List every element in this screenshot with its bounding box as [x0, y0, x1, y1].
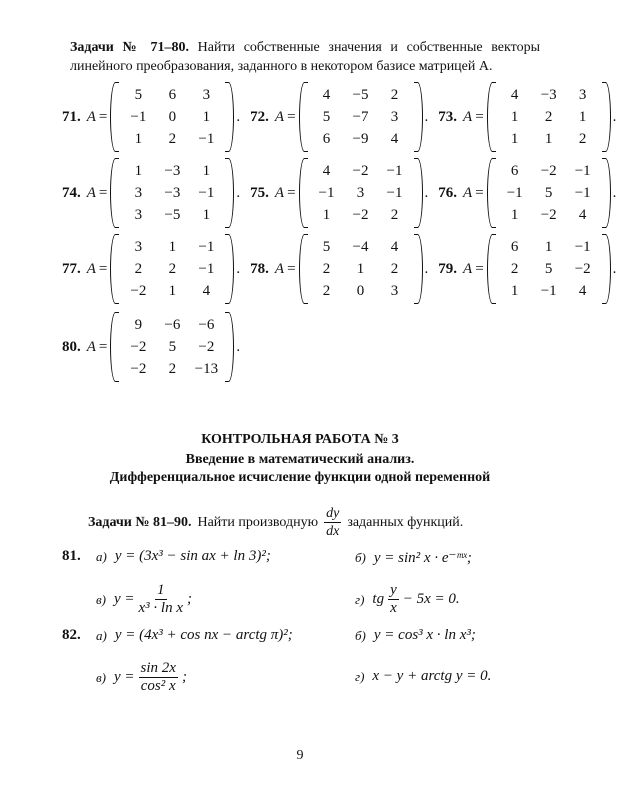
label-v: в) [96, 669, 106, 685]
matrix-cell: −1 [318, 185, 335, 201]
matrix-cell: 6 [510, 239, 519, 255]
label-b: б) [355, 549, 366, 565]
matrix-symbol: A [463, 260, 473, 277]
equals-sign: = [287, 260, 296, 277]
matrix-problem [438, 158, 616, 228]
expr-82v [114, 660, 187, 695]
matrix-cell: 5 [322, 239, 331, 255]
right-paren [602, 234, 611, 304]
left-paren [299, 158, 308, 228]
intro-heading: Задачи № 71–80. [70, 40, 189, 55]
matrix-symbol: A [463, 108, 473, 125]
problem-number: 74. [62, 184, 81, 201]
matrix-cell: 3 [356, 185, 365, 201]
label-v: в) [96, 591, 106, 607]
punctuation: . [236, 108, 241, 125]
section-subtitle-1: Введение в математический анализ. [185, 452, 415, 467]
matrix-cell: 2 [510, 261, 519, 277]
matrix-cell: −7 [352, 109, 369, 125]
expr-82g: x − y + arctg y = 0. [372, 668, 492, 684]
matrix-cell: −9 [352, 131, 369, 147]
matrix-cell: −1 [198, 185, 215, 201]
matrix-cell: 1 [202, 109, 211, 125]
label-b: б) [355, 627, 366, 643]
expr-82v-prefix: y = [113, 669, 135, 685]
matrix-row-2 [62, 158, 626, 228]
matrix-cell: −3 [164, 185, 181, 201]
matrix-problem [62, 82, 240, 152]
right-paren [414, 82, 423, 152]
matrix-cell: 4 [390, 239, 399, 255]
matrix-cell: 2 [544, 109, 553, 125]
expr-82v-num: sin 2x [140, 660, 176, 676]
problem-82-b [355, 627, 476, 644]
matrix-symbol: A [86, 184, 96, 201]
matrix-cell: −1 [574, 239, 591, 255]
task-81-90-heading [88, 505, 463, 540]
punctuation: . [236, 184, 241, 201]
right-paren [414, 234, 423, 304]
matrix-cell: 2 [322, 261, 331, 277]
matrix-cell: −1 [198, 261, 215, 277]
right-paren [225, 158, 234, 228]
matrix-cell: 2 [390, 261, 399, 277]
section-subtitle-2: Дифференциальное исчисление функции одной переменной [109, 470, 491, 485]
matrix-cell: −2 [130, 283, 147, 299]
matrix-cell: 4 [322, 87, 331, 103]
punctuation: . [424, 108, 429, 125]
matrix [110, 234, 234, 304]
matrix-cell: 1 [510, 207, 519, 223]
section-title: КОНТРОЛЬНАЯ РАБОТА № 3 [201, 432, 399, 447]
matrix-cell: −1 [540, 283, 557, 299]
equals-sign: = [287, 184, 296, 201]
expr-82b: y = cos³ x · ln x³; [373, 627, 476, 643]
matrix-cell: −1 [574, 163, 591, 179]
problem-81-v [96, 582, 192, 617]
label-a: а) [96, 627, 107, 643]
matrix-problem [250, 234, 428, 304]
matrix-cell: 2 [390, 87, 399, 103]
matrix-cell: 1 [134, 131, 143, 147]
expr-81g-prefix: tg [372, 591, 385, 607]
matrix-cell: 6 [322, 131, 331, 147]
matrix [487, 234, 611, 304]
matrix-cell: 5 [544, 261, 553, 277]
problem-82-a [96, 627, 293, 644]
matrix-grid [119, 234, 225, 304]
equals-sign: = [287, 108, 296, 125]
matrix-problem [62, 158, 240, 228]
expr-81v [114, 582, 192, 617]
right-paren [225, 82, 234, 152]
matrix-cell: 2 [168, 131, 177, 147]
matrix-grid [119, 312, 225, 382]
matrix-cell: −5 [164, 207, 181, 223]
left-paren [487, 234, 496, 304]
task2-text-before: Найти производную [197, 514, 319, 530]
matrix-cell: 1 [510, 109, 519, 125]
matrix-problem [438, 234, 616, 304]
matrix-cell: −13 [194, 361, 219, 377]
matrix [299, 82, 423, 152]
matrix-grid [496, 82, 602, 152]
problem-number: 79. [438, 260, 458, 277]
matrix-cell: −6 [198, 317, 215, 333]
page-number: 9 [296, 748, 304, 763]
matrix-cell: −1 [386, 185, 403, 201]
problem-number: 77. [62, 260, 81, 277]
expr-81g-den: x [390, 600, 397, 616]
left-paren [110, 158, 119, 228]
matrix-cell: 1 [544, 239, 553, 255]
equals-sign: = [98, 108, 108, 125]
matrix [299, 158, 423, 228]
matrix-cell: 4 [322, 163, 331, 179]
matrix-symbol: A [86, 260, 96, 277]
punctuation: . [612, 108, 617, 125]
matrix-symbol: A [86, 108, 96, 125]
matrix-grid [308, 234, 414, 304]
left-paren [299, 82, 308, 152]
matrix-cell: −2 [540, 207, 557, 223]
left-paren [487, 158, 496, 228]
matrix-cell: 4 [578, 207, 587, 223]
matrix-symbol: A [463, 184, 473, 201]
equals-sign: = [98, 184, 108, 201]
matrix-cell: −3 [540, 87, 557, 103]
left-paren [110, 82, 119, 152]
matrix [110, 158, 234, 228]
problem-number: 73. [438, 108, 458, 125]
punctuation: . [424, 260, 429, 277]
matrix-cell: −1 [198, 131, 215, 147]
matrix-cell: 5 [134, 87, 143, 103]
punctuation: . [424, 184, 429, 201]
intro-paragraph [70, 38, 540, 76]
matrix-cell: −6 [164, 317, 181, 333]
punctuation: . [612, 260, 617, 277]
problem-number: 75. [250, 184, 269, 201]
matrix-grid [119, 158, 225, 228]
expr-81v-num: 1 [157, 582, 165, 598]
matrix-cell: −2 [198, 339, 215, 355]
right-paren [414, 158, 423, 228]
problem-number: 80. [62, 338, 81, 355]
matrix-cell: 2 [390, 207, 399, 223]
right-paren [602, 158, 611, 228]
matrix-grid [496, 158, 602, 228]
matrix-cell: 1 [168, 239, 177, 255]
matrix-cell: 9 [134, 317, 143, 333]
matrix-cell: 1 [510, 131, 519, 147]
problem-81-number: 81. [62, 548, 81, 564]
matrix-grid [119, 82, 225, 152]
equals-sign: = [98, 260, 108, 277]
matrix-cell: 3 [134, 185, 143, 201]
dy-dx-fraction [324, 505, 341, 540]
matrix-grid [496, 234, 602, 304]
left-paren [487, 82, 496, 152]
expr-81b: y = sin² x · e⁻ᵐˣ; [373, 550, 472, 566]
problem-81-g [355, 582, 460, 617]
matrix-cell: 1 [168, 283, 177, 299]
task2-text-after: заданных функций. [347, 514, 464, 530]
matrix-cell: 2 [322, 283, 331, 299]
matrix-row-1 [62, 82, 626, 152]
matrix-cell: −1 [198, 239, 215, 255]
problem-82-number: 82. [62, 627, 81, 643]
expr-81a: y = (3x³ − sin ax + ln 3)²; [114, 548, 271, 564]
matrix [110, 82, 234, 152]
matrix-cell: 1 [202, 207, 211, 223]
frac-denominator: dx [326, 524, 340, 539]
problem-81-a [96, 548, 271, 565]
matrix-cell: 2 [168, 261, 177, 277]
equals-sign: = [475, 260, 484, 277]
right-paren [225, 312, 234, 382]
matrix-row-4 [62, 312, 250, 382]
matrix-problem [250, 158, 428, 228]
matrix-cell: 3 [202, 87, 211, 103]
problem-number: 76. [438, 184, 458, 201]
matrix-cell: −2 [352, 207, 369, 223]
problem-81-b [355, 548, 472, 567]
equals-sign: = [98, 338, 108, 355]
matrix-cell: 0 [356, 283, 365, 299]
matrix-problem [62, 312, 240, 382]
matrix-problem [250, 82, 428, 152]
punctuation: . [612, 184, 617, 201]
problem-number: 71. [62, 108, 81, 125]
expr-81g-suffix: − 5x = 0. [402, 591, 460, 607]
matrix-cell: 1 [356, 261, 365, 277]
matrix-symbol: A [274, 184, 285, 201]
equals-sign: = [475, 108, 484, 125]
problem-82-v [96, 660, 187, 695]
expr-81v-den: x³ · ln x [138, 600, 183, 616]
matrix-cell: −2 [130, 339, 147, 355]
matrix-cell: −5 [352, 87, 369, 103]
expr-81g-fraction [388, 582, 399, 617]
expr-81g-num: y [390, 582, 397, 598]
expr-82v-fraction [139, 660, 178, 695]
matrix-cell: 0 [168, 109, 177, 125]
problem-number: 78. [250, 260, 269, 277]
matrix-cell: 3 [578, 87, 587, 103]
matrix-cell: −1 [506, 185, 523, 201]
matrix-cell: −2 [130, 361, 147, 377]
left-paren [110, 234, 119, 304]
matrix-cell: 3 [134, 239, 143, 255]
matrix-cell: 1 [578, 109, 587, 125]
expr-81v-prefix: y = [113, 591, 135, 607]
matrix-cell: 6 [510, 163, 519, 179]
expr-82v-den: cos² x [140, 678, 176, 694]
punctuation: . [236, 338, 241, 355]
matrix [110, 312, 234, 382]
task2-heading: Задачи № 81–90. [88, 514, 192, 530]
matrix-cell: 4 [578, 283, 587, 299]
matrix-cell: −3 [164, 163, 181, 179]
matrix-grid [308, 158, 414, 228]
matrix-cell: 1 [202, 163, 211, 179]
matrix-symbol: A [86, 338, 96, 355]
matrix [487, 158, 611, 228]
matrix-cell: −1 [386, 163, 403, 179]
matrix-cell: 2 [578, 131, 587, 147]
matrix-symbol: A [274, 260, 285, 277]
matrix-cell: 4 [510, 87, 519, 103]
matrix-cell: −2 [540, 163, 557, 179]
right-paren [602, 82, 611, 152]
matrix-problem [438, 82, 616, 152]
expr-82a: y = (4x³ + cos nx − arctg π)²; [114, 627, 293, 643]
matrix-problem [62, 234, 240, 304]
matrix-cell: 4 [202, 283, 211, 299]
matrix-cell: 3 [390, 283, 399, 299]
matrix-cell: 3 [390, 109, 399, 125]
intro-text: Найти собственные значения и собственные векторы линейного преобразования, заданного в некотором базисе матрицей A. [70, 40, 540, 74]
matrix-cell: −2 [352, 163, 369, 179]
expr-81v-fraction [139, 582, 183, 617]
matrix-cell: 4 [390, 131, 399, 147]
matrix-symbol: A [274, 108, 285, 125]
expr-81g [372, 582, 459, 617]
matrix-cell: −2 [574, 261, 591, 277]
problem-number: 72. [250, 108, 269, 125]
frac-numerator: dy [326, 506, 340, 521]
left-paren [299, 234, 308, 304]
matrix-cell: −1 [130, 109, 147, 125]
matrix [487, 82, 611, 152]
matrix-cell: 6 [168, 87, 177, 103]
matrix [299, 234, 423, 304]
matrix-cell: 1 [510, 283, 519, 299]
matrix-cell: 1 [544, 131, 553, 147]
matrix-cell: −1 [574, 185, 591, 201]
label-g: г) [355, 591, 365, 607]
problem-82-g [355, 668, 491, 685]
left-paren [110, 312, 119, 382]
matrix-cell: −4 [352, 239, 369, 255]
matrix-cell: 2 [168, 361, 177, 377]
equals-sign: = [475, 184, 484, 201]
matrix-cell: 5 [322, 109, 331, 125]
matrix-cell: 1 [322, 207, 331, 223]
expr-81v-suffix: ; [187, 591, 192, 607]
label-a: а) [96, 548, 107, 564]
matrix-cell: 2 [134, 261, 143, 277]
matrix-cell: 1 [134, 163, 143, 179]
expr-82v-suffix: ; [181, 669, 187, 685]
matrix-cell: 3 [134, 207, 143, 223]
matrix-cell: 5 [544, 185, 553, 201]
punctuation: . [236, 260, 241, 277]
right-paren [225, 234, 234, 304]
label-g: г) [355, 668, 365, 684]
matrix-row-3 [62, 234, 626, 304]
matrix-cell: 5 [168, 339, 177, 355]
matrix-grid [308, 82, 414, 152]
